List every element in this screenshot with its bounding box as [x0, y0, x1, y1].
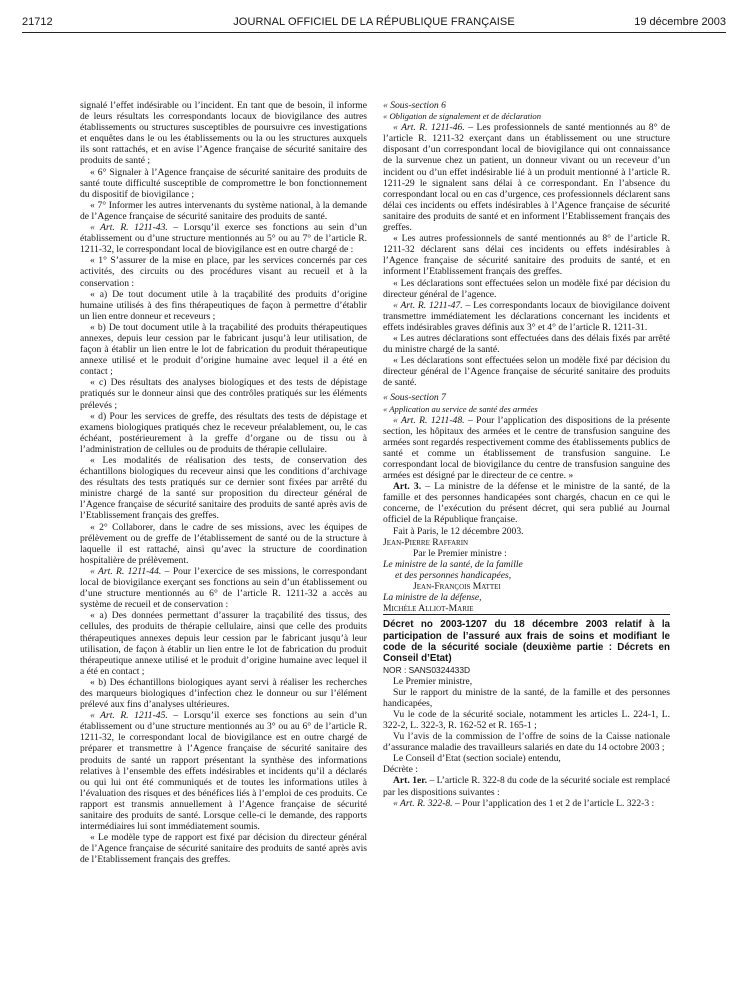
left-column: [80, 100, 367, 865]
subsection-heading: « Sous-section 6: [383, 100, 446, 111]
decree-title: Décret no 2003-1207 du 18 décembre 2003 relatif à la participation de l’assuré aux frais de soins et modifiant le code de la sécurité sociale (deuxième partie : Décrets en Conseil d’Etat): [383, 614, 670, 664]
article-ref: « Art. R. 1211-46.: [393, 122, 465, 134]
paragraph: Vu l’avis de la commission de l’offre de soins de la Caisse nationale d’assurance maladie des travailleurs salariés en date du 14 octobre 2003 ;: [383, 731, 670, 754]
paragraph: « Les autres professionnels de santé mentionnés au 8° de l’article R. 1211-32 déclarent sans délai ces incidents ou effets indésirables à l’Agence française de sécurité sanitaire des produits de santé, et en informent l’Etablissement français des greffes.: [383, 233, 670, 278]
article-paragraph: « Art. R. 1211-45. – Lorsqu’il exerce ses fonctions au sein d’un établissement ou d’une structure mentionnés au 3° ou au 6° de l’article R. 1211-32, le correspondant local de biovigilance est en outre chargé de préparer et transmettre à l’Agence française de sécurité sanitaire des produits de santé un rapport présentant la synthèse des informations relatives à l’ensemble des effets indésirables et incidents qu’il a déclarés ou qui lui ont été communiqués et de toutes les informations utiles à l’évaluation des risques et des bénéfices liés à l’emploi de ces produits. Ce rapport est transmis annuellement à l’Agence française de sécurité sanitaire des produits de santé. Lorsque celle-ci le demande, des rapports intermédiaires lui sont immédiatement soumis.: [80, 710, 367, 833]
article-ref: « Art. R. 1211-47.: [393, 299, 463, 311]
paragraph: « d) Pour les services de greffe, des résultats des tests de dépistage et examens biologiques pratiqués chez le receveur préalablement, ou, le cas échéant, postérieurement à la greffe d’organe ou de tissu ou à l’administration de cellules ou de produits de thérapie cellulaire.: [80, 410, 367, 455]
article-1: Art. 1er. – L’article R. 322-8 du code de la sécurité sociale est remplacé par les dispositions suivantes :: [383, 775, 671, 798]
paragraph: Le Premier ministre,: [393, 675, 473, 687]
paragraph: « Les déclarations sont effectuées selon un modèle fixé par décision du directeur général de l’Agence française de sécurité sanitaire des produits de santé.: [383, 355, 670, 389]
article-paragraph: « Art. R. 1211-44. – Pour l’exercice de ses missions, le correspondant local de biovigilance exerçant ses fonctions au sein d’un établissement ou d’une structure mentionnés au 6° de l’article R. 1211-32 a accès au système de recueil et de conservation :: [80, 565, 368, 611]
minister-health-title: Le ministre de la santé, de la famille: [383, 558, 523, 570]
paragraph: « c) Des résultats des analyses biologiques et des tests de dépistage pratiqués sur le donneur ainsi que des contrôles pratiqués sur les éléments prélevés ;: [80, 377, 367, 411]
signature-mattei: Jean-François Mattei: [413, 581, 501, 593]
article-ref: « Art. R. 1211-44.: [90, 565, 162, 577]
paragraph: « Le modèle type de rapport est fixé par décision du directeur général de l’Agence française de sécurité sanitaire des produits de santé après avis de l’Etablissement français des greffes.: [80, 832, 367, 866]
paragraph: « 6° Signaler à l’Agence française de sécurité sanitaire des produits de santé toute difficulté susceptible de compromettre le bon fonctionnement du dispositif de biovigilance ;: [80, 166, 367, 200]
subsection-title: « Application au service de santé des armées: [383, 403, 538, 414]
nor-reference: NOR : SANS0324433D: [383, 664, 471, 675]
article-ref: « Art. R. 1211-43.: [90, 222, 168, 234]
signature-alliot-marie: Michèle Alliot-Marie: [383, 603, 474, 615]
article-ref: « Art. R. 322-8.: [393, 797, 453, 809]
fait-a-paris: Fait à Paris, le 12 décembre 2003.: [393, 525, 524, 537]
paragraph: « 1° S’assurer de la mise en place, par les services concernés par ces activités, des circuits ou des procédures visant au recueil et à la conservation :: [80, 255, 367, 289]
article-ref: « Art. R. 1211-48.: [393, 414, 465, 426]
paragraph: « b) De tout document utile à la traçabilité des produits thérapeutiques annexes, depuis leur cession par le fabricant jusqu’à leur utilisation, de façon à établir un lien entre le lot de fabrication du produit thérapeutique annexe utilisé et le produit d’origine humaine avec lequel il a été en contact ;: [80, 321, 367, 378]
article-paragraph: « Art. R. 1211-46. – Les professionnels de santé mentionnés au 8° de l’article R. 1211-32 exerçant dans un établissement ou une structure disposant d’un correspondant local de biovigilance qui ont connaissance de la survenue chez un patient, un donneur vivant ou un receveur d’un incident ou d’un effet indésirable lié à un produit mentionné à l’article R. 1211-29 le signalent sans délai à ce correspondant. En l’absence du correspondant local ou en cas d’urgence, ces professionnels déclarent sans délai ces incidents ou effets indésirables à l’Agence française de sécurité sanitaire des produits de santé et en informent l’Etablissement français des greffes.: [383, 122, 670, 234]
decrete: Décrète :: [383, 764, 418, 776]
paragraph: « b) Des échantillons biologiques ayant servi à réaliser les recherches des marqueurs biologiques d’infection chez le donneur ou sur l’élément prélevé aux fins d’analyses ultérieures.: [80, 676, 367, 711]
page-header: [22, 12, 726, 32]
article-paragraph: « Art. R. 1211-43. – Lorsqu’il exerce ses fonctions au sein d’un établissement ou d’une structure mentionnés au 5° ou au 7° de l’article R. 1211-32, le correspondant local de biovigilance est en outre chargé de :: [80, 222, 367, 256]
header-rule: [22, 32, 726, 33]
paragraph: « a) Des données permettant d’assurer la traçabilité des tissus, des cellules, des produits de thérapie cellulaire, ainsi que celle des produits thérapeutiques annexes depuis leur cession par le fabricant jusqu’à leur utilisation, de façon à établir un lien entre le lot de fabrication du produit thérapeutique annexe utilisé et le produit d’origine humaine avec lequel il a été en contact ;: [80, 610, 367, 677]
minister-defense-title: La ministre de la défense,: [383, 592, 482, 604]
paragraph: « 2° Collaborer, dans le cadre de ses missions, avec les équipes de prélèvement ou de greffe de l’établissement de santé ou de la structure à laquelle il est rattaché, ainsi qu’avec la structure de coordination hospitalière de prélèvement.: [80, 521, 367, 566]
article-3: Art. 3. – La ministre de la défense et le ministre de la santé, de la famille et des personnes handicapées sont chargés, chacun en ce qui le concerne, de l’exécution du présent décret, qui sera publié au Journal officiel de la République française.: [383, 481, 671, 526]
paragraph: « a) De tout document utile à la traçabilité des produits d’origine humaine utilisés à des fins thérapeutiques de façon à permettre d’établir un lien entre donneur et receveurs ;: [80, 288, 367, 322]
page-number: 21712: [22, 16, 53, 28]
article-paragraph: « Art. R. 1211-47. – Les correspondants locaux de biovigilance doivent transmettre immédiatement les déclarations concernant les incidents et effets indésirables graves définis aux 3° et 4° de l’article R. 1211-31.: [383, 299, 671, 333]
publication-date: 19 décembre 2003: [634, 16, 726, 28]
right-column: [383, 100, 670, 809]
subsection-title: « Obligation de signalement et de déclaration: [383, 111, 542, 122]
paragraph: « Les autres déclarations sont effectuées dans des délais fixés par arrêté du ministre chargé de la santé.: [383, 332, 670, 356]
paragraph: « Les déclarations sont effectuées selon un modèle fixé par décision du directeur général de l’agence.: [383, 277, 670, 300]
paragraph: signalé l’effet indésirable ou l’incident. En tant que de besoin, il informe de leurs résultats les correspondants locaux de biovigilance des autres établissements ou structures susceptibles de poursuivre ces investigations et enquêtes dans le ou les établissements ou la ou les structures auxquels ils sont rattachés, et en avise l’Agence française de sécurité sanitaire des produits de santé ;: [80, 100, 367, 167]
paragraph: « 7° Informer les autres intervenants du système national, à la demande de l’Agence française de sécurité sanitaire des produits de santé.: [80, 199, 367, 222]
subsection-heading: « Sous-section 7: [383, 392, 446, 404]
minister-health-title-2: et des personnes handicapées,: [395, 569, 512, 581]
paragraph: Vu le code de la sécurité sociale, notamment les articles L. 224-1, L. 322-2, L. 322-3, R. 162-52 et R. 165-1 ;: [383, 708, 670, 731]
article-ref: « Art. R. 1211-45.: [90, 710, 168, 722]
par-le-premier-ministre: Par le Premier ministre :: [413, 547, 507, 559]
article-paragraph: « Art. R. 322-8. – Pour l’application des 1 et 2 de l’article L. 322-3 :: [393, 797, 655, 809]
signature-raffarin: Jean-Pierre Raffarin: [383, 536, 469, 548]
article-label: Art. 3.: [393, 481, 422, 493]
paragraph: Le Conseil d’Etat (section sociale) entendu,: [393, 753, 561, 765]
paragraph: Sur le rapport du ministre de la santé, de la famille et des personnes handicapées,: [383, 686, 670, 709]
article-paragraph: « Art. R. 1211-48. – Pour l’application des dispositions de la présente section, les hôpitaux des armées et le centre de transfusion sanguine des armées sont regardés respectivement comme des établissements publics de santé et comme un établissement de transfusion sanguine. Le correspondant local de biovigilance du centre de transfusion sanguine des armées est désigné par le directeur de ce centre. »: [383, 414, 670, 482]
article-label: Art. 1er.: [393, 775, 428, 787]
journal-title: JOURNAL OFFICIEL DE LA RÉPUBLIQUE FRANÇAISE: [233, 16, 515, 28]
paragraph: « Les modalités de réalisation des tests, de conservation des échantillons biologiques du receveur ainsi que les conditions d’archivage des résultats des tests pratiqués sur ce dernier sont fixées par arrêté du ministre chargé de la santé sur proposition du directeur général de l’Agence française de sécurité sanitaire des produits de santé après avis de l’Etablissement français des greffes.: [80, 455, 367, 522]
